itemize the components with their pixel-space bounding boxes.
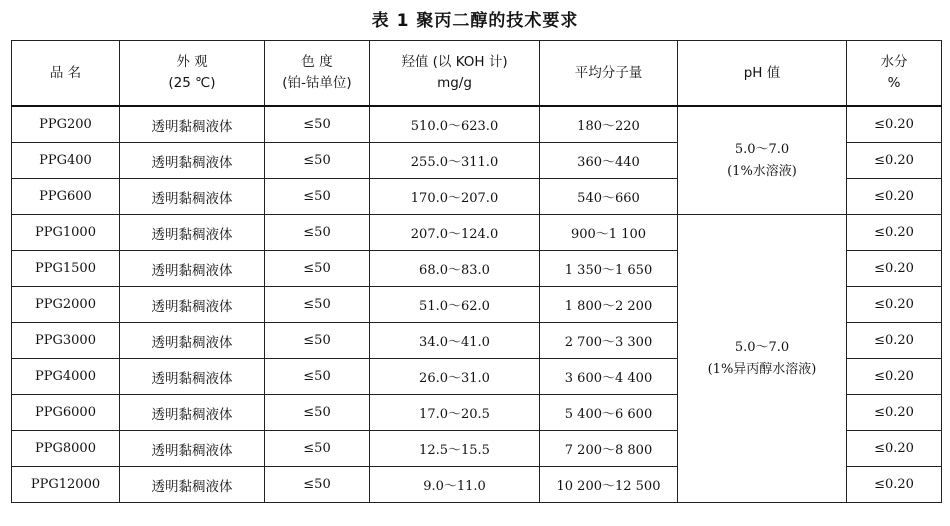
cell-hydroxyl: 12.5～15.5 [370,431,540,467]
cell-appearance: 透明黏稠液体 [120,431,265,467]
cell-name: PPG400 [12,143,120,179]
cell-molecular-weight: 360～440 [540,143,678,179]
header-ph-label: pH 值 [743,64,781,81]
cell-appearance: 透明黏稠液体 [120,395,265,431]
cell-ph-group-aqueous [678,106,847,215]
cell-name: PPG2000 [12,287,120,323]
cell-appearance: 透明黏稠液体 [120,215,265,251]
table-row [12,215,942,251]
cell-appearance: 透明黏稠液体 [120,143,265,179]
cell-color: ≤50 [265,359,370,395]
cell-name: PPG1000 [12,215,120,251]
header-ph [678,41,847,107]
cell-water: ≤0.20 [847,287,942,323]
cell-hydroxyl: 170.0～207.0 [370,179,540,215]
header-name [12,41,120,107]
cell-color: ≤50 [265,106,370,143]
cell-color: ≤50 [265,251,370,287]
header-water-label: 水分 [880,54,908,70]
cell-molecular-weight: 2 700～3 300 [540,323,678,359]
cell-molecular-weight: 3 600～4 400 [540,359,678,395]
cell-water: ≤0.20 [847,395,942,431]
cell-molecular-weight: 540～660 [540,179,678,215]
cell-hydroxyl: 9.0～11.0 [370,467,540,503]
cell-hydroxyl: 255.0～311.0 [370,143,540,179]
cell-molecular-weight: 180～220 [540,106,678,143]
cell-color: ≤50 [265,215,370,251]
cell-water: ≤0.20 [847,467,942,503]
cell-water: ≤0.20 [847,179,942,215]
cell-hydroxyl: 68.0～83.0 [370,251,540,287]
cell-molecular-weight: 1 350～1 650 [540,251,678,287]
header-water [847,41,942,107]
header-appearance [120,41,265,107]
cell-water: ≤0.20 [847,143,942,179]
cell-name: PPG12000 [12,467,120,503]
cell-water: ≤0.20 [847,215,942,251]
cell-name: PPG600 [12,179,120,215]
cell-hydroxyl: 51.0～62.0 [370,287,540,323]
cell-name: PPG8000 [12,431,120,467]
table-row [12,106,942,143]
cell-molecular-weight: 5 400～6 600 [540,395,678,431]
cell-molecular-weight: 1 800～2 200 [540,287,678,323]
cell-water: ≤0.20 [847,359,942,395]
header-hydroxyl-label: 羟值 (以 KOH 计) [401,54,508,70]
cell-appearance: 透明黏稠液体 [120,179,265,215]
table-title: 表 1 聚丙二醇的技术要求 [371,11,579,31]
cell-water: ≤0.20 [847,431,942,467]
cell-molecular-weight: 7 200～8 800 [540,431,678,467]
cell-color: ≤50 [265,143,370,179]
header-color [265,41,370,107]
cell-hydroxyl: 207.0～124.0 [370,215,540,251]
header-row [12,41,942,107]
cell-hydroxyl: 510.0～623.0 [370,106,540,143]
header-molecular-weight [540,41,678,107]
cell-hydroxyl: 17.0～20.5 [370,395,540,431]
cell-molecular-weight: 10 200～12 500 [540,467,678,503]
header-name-label: 品 名 [49,64,82,81]
cell-name: PPG6000 [12,395,120,431]
cell-appearance: 透明黏稠液体 [120,467,265,503]
header-appearance-unit: (25 ℃) [168,75,216,91]
ph-condition: (1%水溶液) [727,163,797,179]
header-color-unit: (铂-钴单位) [282,75,352,91]
cell-name: PPG200 [12,106,120,143]
header-hydroxyl [370,41,540,107]
table-header [12,41,942,107]
spec-table [11,40,942,503]
cell-name: PPG4000 [12,359,120,395]
ph-condition: (1%异丙醇水溶液) [707,361,817,377]
cell-appearance: 透明黏稠液体 [120,106,265,143]
cell-color: ≤50 [265,395,370,431]
header-color-label: 色 度 [301,54,333,70]
cell-color: ≤50 [265,467,370,503]
header-appearance-label: 外 观 [176,54,208,70]
cell-hydroxyl: 26.0～31.0 [370,359,540,395]
table-body [12,106,942,503]
cell-ph-group-isopropanol [678,215,847,503]
header-water-unit: % [887,75,901,91]
cell-hydroxyl: 34.0～41.0 [370,323,540,359]
cell-color: ≤50 [265,179,370,215]
cell-name: PPG3000 [12,323,120,359]
cell-appearance: 透明黏稠液体 [120,359,265,395]
cell-color: ≤50 [265,323,370,359]
cell-molecular-weight: 900～1 100 [540,215,678,251]
cell-name: PPG1500 [12,251,120,287]
cell-water: ≤0.20 [847,323,942,359]
ph-range: 5.0～7.0 [734,339,790,355]
cell-color: ≤50 [265,287,370,323]
cell-color: ≤50 [265,431,370,467]
cell-water: ≤0.20 [847,106,942,143]
cell-water: ≤0.20 [847,251,942,287]
cell-appearance: 透明黏稠液体 [120,287,265,323]
cell-appearance: 透明黏稠液体 [120,251,265,287]
cell-appearance: 透明黏稠液体 [120,323,265,359]
ph-range: 5.0～7.0 [734,141,790,157]
header-molecular-weight-label: 平均分子量 [574,64,643,81]
header-hydroxyl-unit: mg/g [437,75,472,91]
